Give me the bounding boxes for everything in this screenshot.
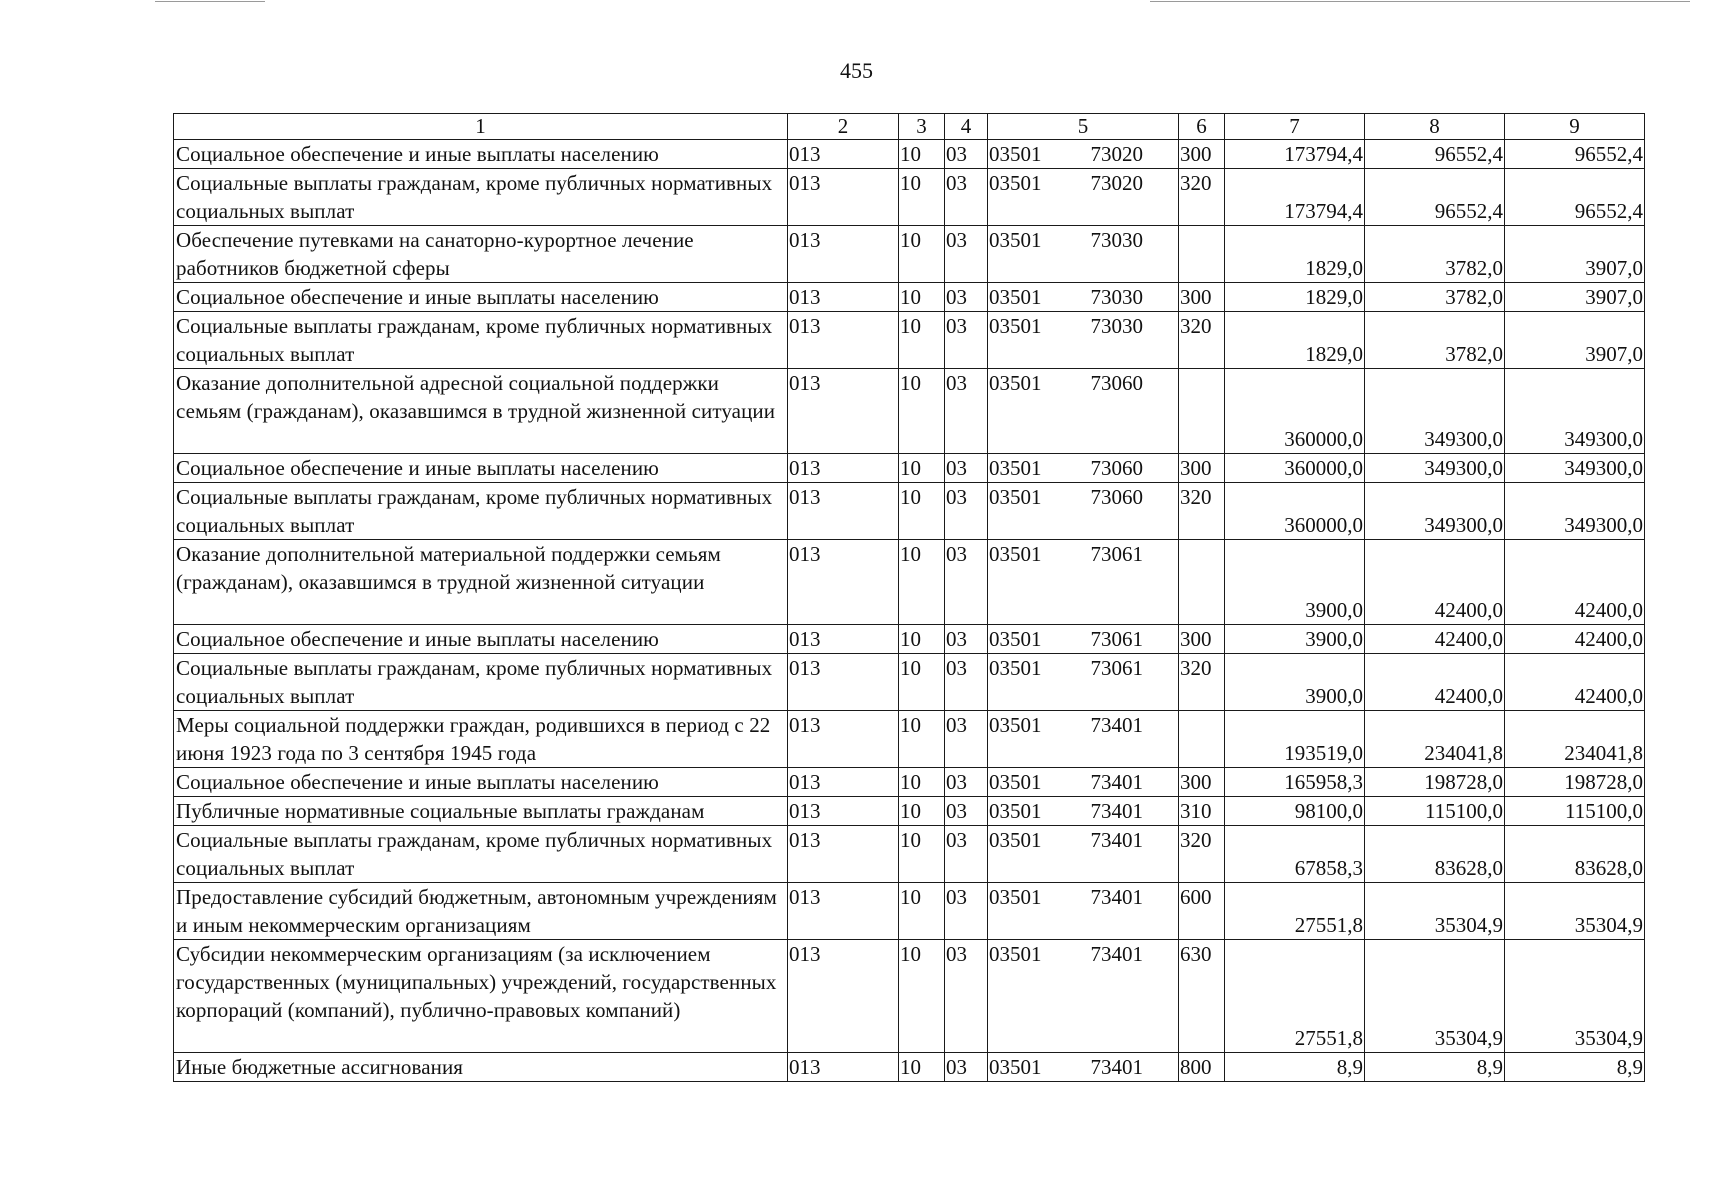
amount-col9: 42400,0 — [1505, 625, 1645, 654]
target-article-parts — [989, 369, 1177, 397]
row-name: Социальное обеспечение и иные выплаты населению — [174, 768, 788, 797]
amount-col7: 360000,0 — [1225, 454, 1365, 483]
column-header: 7 — [1225, 114, 1365, 140]
amount-col7: 165958,3 — [1225, 768, 1365, 797]
program-code: 03501 — [989, 142, 1042, 166]
amount-col7: 27551,8 — [1225, 940, 1365, 1053]
amount-col9: 198728,0 — [1505, 768, 1645, 797]
column-header: 5 — [988, 114, 1179, 140]
amount-col9: 35304,9 — [1505, 940, 1645, 1053]
table-row — [174, 826, 1645, 883]
amount-col9: 8,9 — [1505, 1053, 1645, 1082]
program-code: 03501 — [989, 371, 1042, 395]
expense-type-code: 300 — [1179, 283, 1225, 312]
amount-col8: 42400,0 — [1365, 540, 1505, 625]
target-article-code — [988, 169, 1179, 226]
table-row — [174, 540, 1645, 625]
amount-col8: 42400,0 — [1365, 654, 1505, 711]
page-number: 455 — [840, 58, 873, 83]
row-name: Субсидии некоммерческим организациям (за исключением государственных (муниципальных) учреждений, государственных корпораций (компаний), публично-правовых компаний) — [174, 940, 788, 1053]
table-row — [174, 1053, 1645, 1082]
direction-code: 73061 — [1090, 542, 1143, 566]
section-code: 10 — [899, 826, 945, 883]
target-article-parts — [989, 454, 1177, 482]
row-name: Социальные выплаты гражданам, кроме публичных нормативных социальных выплат — [174, 483, 788, 540]
subsection-code: 03 — [945, 283, 988, 312]
amount-col9: 42400,0 — [1505, 654, 1645, 711]
target-article-code — [988, 654, 1179, 711]
program-code: 03501 — [989, 485, 1042, 509]
amount-col9: 42400,0 — [1505, 540, 1645, 625]
direction-code: 73061 — [1090, 656, 1143, 680]
amount-col8: 42400,0 — [1365, 625, 1505, 654]
row-name: Публичные нормативные социальные выплаты гражданам — [174, 797, 788, 826]
amount-col9: 96552,4 — [1505, 140, 1645, 169]
program-code: 03501 — [989, 942, 1042, 966]
expense-type-code: 320 — [1179, 483, 1225, 540]
column-number-row — [174, 114, 1645, 140]
target-article-code — [988, 226, 1179, 283]
row-name: Меры социальной поддержки граждан, родившихся в период с 22 июня 1923 года по 3 сентября 1945 года — [174, 711, 788, 768]
amount-col8: 3782,0 — [1365, 283, 1505, 312]
amount-col9: 83628,0 — [1505, 826, 1645, 883]
admin-code: 013 — [788, 369, 899, 454]
row-name: Социальное обеспечение и иные выплаты населению — [174, 283, 788, 312]
subsection-code: 03 — [945, 369, 988, 454]
admin-code: 013 — [788, 540, 899, 625]
amount-col7: 1829,0 — [1225, 226, 1365, 283]
expense-type-code — [1179, 711, 1225, 768]
amount-col7: 98100,0 — [1225, 797, 1365, 826]
table-row — [174, 283, 1645, 312]
amount-col7: 1829,0 — [1225, 283, 1365, 312]
section-code: 10 — [899, 940, 945, 1053]
direction-code: 73030 — [1090, 228, 1143, 252]
subsection-code: 03 — [945, 540, 988, 625]
section-code: 10 — [899, 883, 945, 940]
amount-col9: 35304,9 — [1505, 883, 1645, 940]
expense-type-code — [1179, 226, 1225, 283]
amount-col7: 173794,4 — [1225, 169, 1365, 226]
table-row — [174, 883, 1645, 940]
amount-col7: 360000,0 — [1225, 369, 1365, 454]
amount-col9: 3907,0 — [1505, 226, 1645, 283]
amount-col9: 349300,0 — [1505, 483, 1645, 540]
budget-table — [173, 113, 1645, 1082]
subsection-code: 03 — [945, 226, 988, 283]
target-article-code — [988, 826, 1179, 883]
target-article-parts — [989, 1053, 1177, 1081]
column-header: 4 — [945, 114, 988, 140]
amount-col7: 27551,8 — [1225, 883, 1365, 940]
admin-code: 013 — [788, 711, 899, 768]
target-article-code — [988, 369, 1179, 454]
program-code: 03501 — [989, 799, 1042, 823]
direction-code: 73401 — [1090, 1055, 1143, 1079]
section-code: 10 — [899, 711, 945, 768]
admin-code: 013 — [788, 226, 899, 283]
target-article-parts — [989, 283, 1177, 311]
target-article-code — [988, 483, 1179, 540]
table-body — [174, 114, 1645, 1082]
table-row — [174, 369, 1645, 454]
program-code: 03501 — [989, 656, 1042, 680]
direction-code: 73061 — [1090, 627, 1143, 651]
row-name: Оказание дополнительной адресной социальной поддержки семьям (гражданам), оказавшимся в трудной жизненной ситуации — [174, 369, 788, 454]
target-article-code — [988, 797, 1179, 826]
program-code: 03501 — [989, 828, 1042, 852]
target-article-code — [988, 140, 1179, 169]
target-article-code — [988, 768, 1179, 797]
admin-code: 013 — [788, 826, 899, 883]
amount-col8: 234041,8 — [1365, 711, 1505, 768]
subsection-code: 03 — [945, 654, 988, 711]
row-name: Социальное обеспечение и иные выплаты населению — [174, 625, 788, 654]
amount-col8: 96552,4 — [1365, 140, 1505, 169]
section-code: 10 — [899, 654, 945, 711]
section-code: 10 — [899, 1053, 945, 1082]
table-row — [174, 140, 1645, 169]
subsection-code: 03 — [945, 483, 988, 540]
row-name: Социальные выплаты гражданам, кроме публичных нормативных социальных выплат — [174, 169, 788, 226]
amount-col7: 67858,3 — [1225, 826, 1365, 883]
target-article-parts — [989, 625, 1177, 653]
table-row — [174, 768, 1645, 797]
amount-col8: 198728,0 — [1365, 768, 1505, 797]
target-article-parts — [989, 883, 1177, 911]
amount-col8: 3782,0 — [1365, 312, 1505, 369]
direction-code: 73020 — [1090, 142, 1143, 166]
section-code: 10 — [899, 540, 945, 625]
subsection-code: 03 — [945, 625, 988, 654]
direction-code: 73401 — [1090, 885, 1143, 909]
row-name: Иные бюджетные ассигнования — [174, 1053, 788, 1082]
target-article-parts — [989, 940, 1177, 968]
target-article-code — [988, 454, 1179, 483]
subsection-code: 03 — [945, 768, 988, 797]
amount-col7: 173794,4 — [1225, 140, 1365, 169]
table-row — [174, 454, 1645, 483]
row-name: Социальные выплаты гражданам, кроме публичных нормативных социальных выплат — [174, 312, 788, 369]
amount-col8: 96552,4 — [1365, 169, 1505, 226]
row-name: Предоставление субсидий бюджетным, автономным учреждениям и иным некоммерческим организациям — [174, 883, 788, 940]
table-row — [174, 625, 1645, 654]
program-code: 03501 — [989, 285, 1042, 309]
amount-col9: 3907,0 — [1505, 312, 1645, 369]
target-article-parts — [989, 226, 1177, 254]
direction-code: 73401 — [1090, 828, 1143, 852]
subsection-code: 03 — [945, 797, 988, 826]
expense-type-code: 630 — [1179, 940, 1225, 1053]
target-article-code — [988, 1053, 1179, 1082]
subsection-code: 03 — [945, 711, 988, 768]
admin-code: 013 — [788, 654, 899, 711]
column-header: 2 — [788, 114, 899, 140]
amount-col7: 360000,0 — [1225, 483, 1365, 540]
target-article-parts — [989, 711, 1177, 739]
column-header: 1 — [174, 114, 788, 140]
admin-code: 013 — [788, 169, 899, 226]
target-article-code — [988, 883, 1179, 940]
table-row — [174, 226, 1645, 283]
target-article-code — [988, 540, 1179, 625]
target-article-code — [988, 625, 1179, 654]
program-code: 03501 — [989, 314, 1042, 338]
program-code: 03501 — [989, 770, 1042, 794]
target-article-code — [988, 940, 1179, 1053]
direction-code: 73401 — [1090, 713, 1143, 737]
expense-type-code: 600 — [1179, 883, 1225, 940]
target-article-parts — [989, 797, 1177, 825]
expense-type-code: 800 — [1179, 1053, 1225, 1082]
amount-col7: 3900,0 — [1225, 654, 1365, 711]
amount-col9: 349300,0 — [1505, 369, 1645, 454]
admin-code: 013 — [788, 797, 899, 826]
scan-edge-line — [1150, 1, 1690, 2]
direction-code: 73030 — [1090, 285, 1143, 309]
target-article-parts — [989, 768, 1177, 796]
admin-code: 013 — [788, 883, 899, 940]
section-code: 10 — [899, 483, 945, 540]
target-article-parts — [989, 540, 1177, 568]
section-code: 10 — [899, 169, 945, 226]
section-code: 10 — [899, 140, 945, 169]
row-name: Социальное обеспечение и иные выплаты населению — [174, 454, 788, 483]
target-article-code — [988, 711, 1179, 768]
table-row — [174, 312, 1645, 369]
row-name: Обеспечение путевками на санаторно-курортное лечение работников бюджетной сферы — [174, 226, 788, 283]
admin-code: 013 — [788, 140, 899, 169]
amount-col8: 349300,0 — [1365, 483, 1505, 540]
column-header: 3 — [899, 114, 945, 140]
subsection-code: 03 — [945, 940, 988, 1053]
direction-code: 73020 — [1090, 171, 1143, 195]
program-code: 03501 — [989, 171, 1042, 195]
row-name: Социальные выплаты гражданам, кроме публичных нормативных социальных выплат — [174, 654, 788, 711]
section-code: 10 — [899, 625, 945, 654]
direction-code: 73060 — [1090, 485, 1143, 509]
subsection-code: 03 — [945, 454, 988, 483]
table-row — [174, 483, 1645, 540]
amount-col9: 3907,0 — [1505, 283, 1645, 312]
admin-code: 013 — [788, 454, 899, 483]
amount-col9: 234041,8 — [1505, 711, 1645, 768]
program-code: 03501 — [989, 885, 1042, 909]
admin-code: 013 — [788, 940, 899, 1053]
program-code: 03501 — [989, 456, 1042, 480]
admin-code: 013 — [788, 312, 899, 369]
expense-type-code: 310 — [1179, 797, 1225, 826]
row-name: Социальные выплаты гражданам, кроме публичных нормативных социальных выплат — [174, 826, 788, 883]
column-header: 8 — [1365, 114, 1505, 140]
program-code: 03501 — [989, 228, 1042, 252]
expense-type-code: 320 — [1179, 826, 1225, 883]
subsection-code: 03 — [945, 140, 988, 169]
expense-type-code: 320 — [1179, 654, 1225, 711]
direction-code: 73030 — [1090, 314, 1143, 338]
amount-col8: 115100,0 — [1365, 797, 1505, 826]
program-code: 03501 — [989, 627, 1042, 651]
direction-code: 73060 — [1090, 456, 1143, 480]
target-article-code — [988, 312, 1179, 369]
section-code: 10 — [899, 283, 945, 312]
expense-type-code: 320 — [1179, 312, 1225, 369]
target-article-parts — [989, 169, 1177, 197]
section-code: 10 — [899, 226, 945, 283]
admin-code: 013 — [788, 768, 899, 797]
expense-type-code — [1179, 540, 1225, 625]
amount-col7: 193519,0 — [1225, 711, 1365, 768]
program-code: 03501 — [989, 1055, 1042, 1079]
section-code: 10 — [899, 454, 945, 483]
section-code: 10 — [899, 797, 945, 826]
row-name: Оказание дополнительной материальной поддержки семьям (гражданам), оказавшимся в трудной жизненной ситуации — [174, 540, 788, 625]
amount-col8: 3782,0 — [1365, 226, 1505, 283]
admin-code: 013 — [788, 483, 899, 540]
amount-col7: 3900,0 — [1225, 625, 1365, 654]
program-code: 03501 — [989, 713, 1042, 737]
amount-col8: 35304,9 — [1365, 940, 1505, 1053]
column-header: 6 — [1179, 114, 1225, 140]
amount-col8: 8,9 — [1365, 1053, 1505, 1082]
target-article-parts — [989, 312, 1177, 340]
subsection-code: 03 — [945, 169, 988, 226]
target-article-parts — [989, 826, 1177, 854]
subsection-code: 03 — [945, 826, 988, 883]
amount-col8: 83628,0 — [1365, 826, 1505, 883]
amount-col7: 3900,0 — [1225, 540, 1365, 625]
amount-col7: 8,9 — [1225, 1053, 1365, 1082]
table-row — [174, 654, 1645, 711]
target-article-parts — [989, 140, 1177, 168]
column-header: 9 — [1505, 114, 1645, 140]
table-row — [174, 169, 1645, 226]
scan-edge-line — [155, 1, 265, 2]
table-row — [174, 940, 1645, 1053]
subsection-code: 03 — [945, 883, 988, 940]
admin-code: 013 — [788, 283, 899, 312]
expense-type-code: 300 — [1179, 140, 1225, 169]
row-name: Социальное обеспечение и иные выплаты населению — [174, 140, 788, 169]
subsection-code: 03 — [945, 312, 988, 369]
target-article-code — [988, 283, 1179, 312]
amount-col9: 349300,0 — [1505, 454, 1645, 483]
table-row — [174, 711, 1645, 768]
target-article-parts — [989, 483, 1177, 511]
direction-code: 73401 — [1090, 942, 1143, 966]
admin-code: 013 — [788, 1053, 899, 1082]
subsection-code: 03 — [945, 1053, 988, 1082]
direction-code: 73401 — [1090, 799, 1143, 823]
expense-type-code: 300 — [1179, 454, 1225, 483]
expense-type-code: 300 — [1179, 625, 1225, 654]
target-article-parts — [989, 654, 1177, 682]
direction-code: 73401 — [1090, 770, 1143, 794]
table-row — [174, 797, 1645, 826]
amount-col8: 349300,0 — [1365, 454, 1505, 483]
section-code: 10 — [899, 768, 945, 797]
section-code: 10 — [899, 369, 945, 454]
expense-type-code: 320 — [1179, 169, 1225, 226]
direction-code: 73060 — [1090, 371, 1143, 395]
admin-code: 013 — [788, 625, 899, 654]
program-code: 03501 — [989, 542, 1042, 566]
expense-type-code: 300 — [1179, 768, 1225, 797]
section-code: 10 — [899, 312, 945, 369]
amount-col9: 115100,0 — [1505, 797, 1645, 826]
amount-col9: 96552,4 — [1505, 169, 1645, 226]
amount-col7: 1829,0 — [1225, 312, 1365, 369]
amount-col8: 349300,0 — [1365, 369, 1505, 454]
expense-type-code — [1179, 369, 1225, 454]
amount-col8: 35304,9 — [1365, 883, 1505, 940]
